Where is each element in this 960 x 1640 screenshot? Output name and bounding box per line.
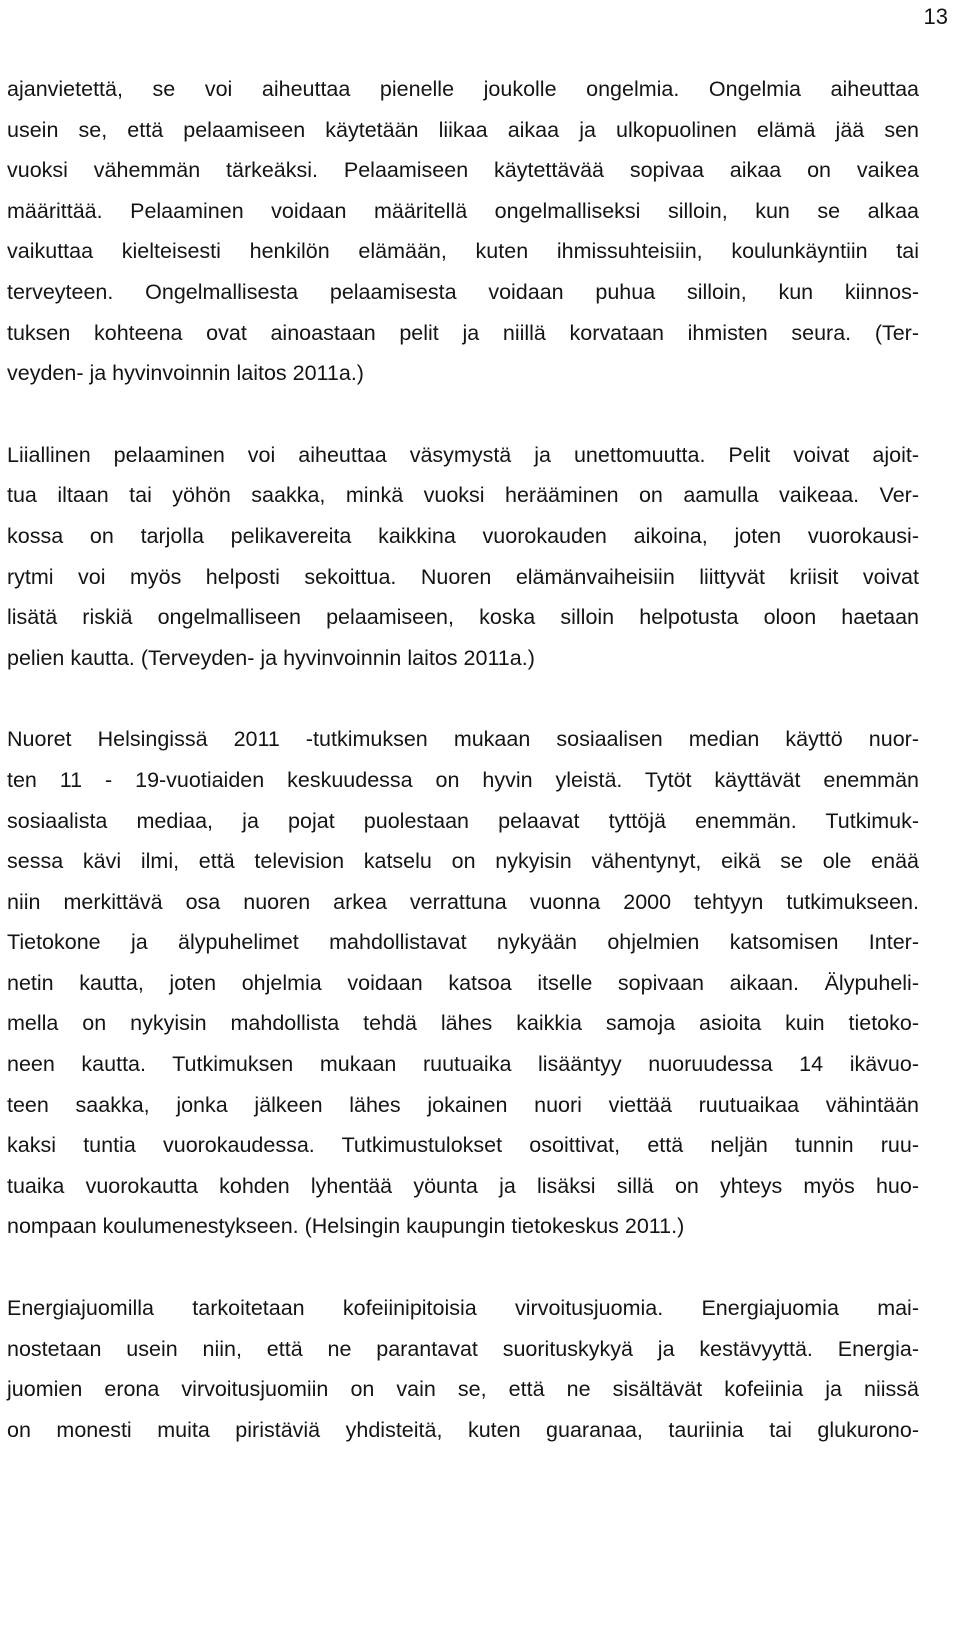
text-line: Energiajuomilla tarkoitetaan kofeiinipitoisia virvoitusjuomia. Energiajuomia mai- [7, 1296, 919, 1321]
text-line: vuoksi vähemmän tärkeäksi. Pelaamiseen käytettävää sopivaa aikaa on vaikea [7, 158, 919, 183]
text-line: neen kautta. Tutkimuksen mukaan ruutuaika lisääntyy nuoruudessa 14 ikävuo- [7, 1052, 919, 1077]
text-line: kaksi tuntia vuorokaudessa. Tutkimustulokset osoittivat, että neljän tunnin ruu- [7, 1133, 919, 1158]
text-line: mella on nykyisin mahdollista tehdä lähes kaikkia samoja asioita kuin tietoko- [7, 1011, 919, 1036]
text-line: ajanvietettä, se voi aiheuttaa pienelle joukolle ongelmia. Ongelmia aiheuttaa [7, 77, 919, 101]
text-line: nostetaan usein niin, että ne parantavat suorituskykyä ja kestävyyttä. Energia- [7, 1336, 919, 1361]
text-line: Tietokone ja älypuhelimet mahdollistavat nykyään ohjelmien katsomisen Inter- [7, 930, 919, 955]
text-line: netin kautta, joten ohjelmia voidaan katsoa itselle sopivaan aikaan. Älypuheli- [7, 970, 919, 995]
paragraph-energy-drinks [7, 1288, 919, 1450]
document-body [7, 69, 919, 1450]
text-line: kossa on tarjolla pelikavereita kaikkina vuorokauden aikoina, joten vuorokausi- [7, 523, 919, 548]
text-line: on monesti muita piristäviä yhdisteitä, kuten guaranaa, tauriinia tai glukurono- [7, 1417, 919, 1442]
paragraph-problem-gaming [7, 69, 919, 394]
text-line: ten 11 - 19-vuotiaiden keskuudessa on hyvin yleistä. Tytöt käyttävät enemmän [7, 767, 919, 792]
text-line: vaikuttaa kielteisesti henkilön elämään, kuten ihmissuhteisiin, koulunkäyntiin tai [7, 239, 919, 264]
text-line: pelien kautta. (Terveyden- ja hyvinvoinnin laitos 2011a.) [7, 645, 535, 670]
page-number: 13 [923, 4, 948, 29]
text-line: niin merkittävä osa nuoren arkea verrattuna vuonna 2000 tehtyyn tutkimukseen. [7, 889, 919, 914]
text-line: tuaika vuorokautta kohden lyhentää yöunta ja lisäksi sillä on yhteys myös huo- [7, 1173, 919, 1198]
text-line: sosiaalista mediaa, ja pojat puolestaan pelaavat tyttöjä enemmän. Tutkimuk- [7, 808, 919, 833]
text-line: usein se, että pelaamiseen käytetään liikaa aikaa ja ulkopuolinen elämä jää sen [7, 117, 919, 142]
paragraph-excessive-gaming [7, 435, 919, 679]
text-line: lisätä riskiä ongelmalliseen pelaamiseen, koska silloin helpotusta oloon haetaan [7, 605, 919, 630]
text-line: juomien erona virvoitusjuomiin on vain se, että ne sisältävät kofeiinia ja niissä [7, 1377, 919, 1402]
text-line: Liiallinen pelaaminen voi aiheuttaa väsymystä ja unettomuutta. Pelit voivat ajoit- [7, 442, 919, 467]
text-line: veyden- ja hyvinvoinnin laitos 2011a.) [7, 361, 364, 386]
text-line: rytmi voi myös helposti sekoittua. Nuoren elämänvaiheisiin liittyvät kriisit voivat [7, 564, 919, 589]
text-line: tua iltaan tai yöhön saakka, minkä vuoksi herääminen on aamulla vaikeaa. Ver- [7, 483, 919, 508]
text-line: Nuoret Helsingissä 2011 -tutkimuksen mukaan sosiaalisen median käyttö nuor- [7, 727, 919, 752]
text-line: sessa kävi ilmi, että television katselu on nykyisin vähentynyt, eikä se ole enää [7, 849, 919, 874]
text-line: tuksen kohteena ovat ainoastaan pelit ja niillä korvataan ihmisten seura. (Ter- [7, 320, 919, 345]
text-line: terveyteen. Ongelmallisesta pelaamisesta voidaan puhua silloin, kun kiinnos- [7, 279, 919, 304]
paragraph-social-media-study [7, 719, 919, 1247]
text-line: määrittää. Pelaaminen voidaan määritellä ongelmalliseksi silloin, kun se alkaa [7, 198, 919, 223]
text-line: teen saakka, jonka jälkeen lähes jokainen nuori viettää ruutuaikaa vähintään [7, 1092, 919, 1117]
text-line: nompaan koulumenestykseen. (Helsingin kaupungin tietokeskus 2011.) [7, 1214, 685, 1239]
